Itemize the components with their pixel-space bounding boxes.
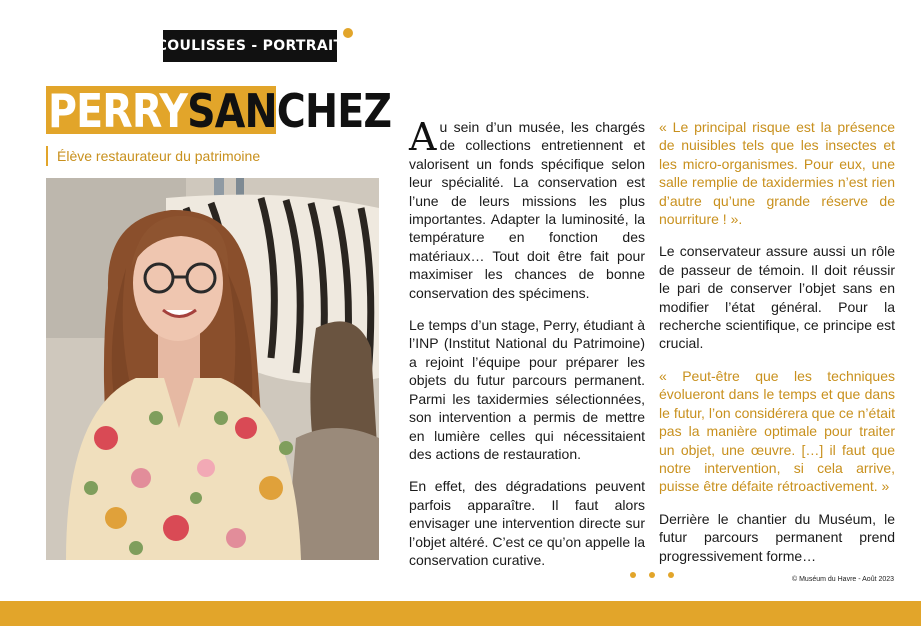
title-last-name: SANCHEZ bbox=[187, 84, 392, 138]
subtitle: Élève restaurateur du patrimoine bbox=[46, 146, 260, 166]
pull-quote: « Le principal risque est la présence de nuisibles tels que les insectes et les micro-organismes. Pour eux, une salle remplie de taxidermies n’est rien d’autre qu’une grande réserve de nourriture ! ». bbox=[659, 119, 895, 228]
article-paragraph: Derrière le chantier du Muséum, le futur parcours permanent prend progressivement forme… bbox=[659, 510, 895, 564]
article-paragraph: Le conservateur assure aussi un rôle de passeur de témoin. Il doit réussir le pari de conserver l’objet sans en modifier l’état général. Pour la recherche scientifique, ce principe est crucial. bbox=[659, 243, 895, 352]
accent-dot bbox=[343, 28, 353, 38]
page-title bbox=[48, 84, 391, 138]
title-first-name: PERRY bbox=[48, 84, 188, 138]
copyright-credit: © Muséum du Havre - Août 2023 bbox=[792, 576, 895, 583]
pull-quote: « Peut-être que les techniques évolueront dans le temps et que dans le futur, l’on considérera que ce n’était pas la manière optimale pour traiter un objet, une œuvre. […] il faut que notre intervention, si cela arrive, puisse être défaite rétroactivement. » bbox=[659, 367, 895, 495]
article-paragraph: En effet, des dégradations peuvent parfois apparaître. Il faut alors envisager une intervention directe sur l’objet altéré. C’est ce qu’on appelle la conservation curative. bbox=[409, 478, 645, 568]
footer-bar bbox=[0, 601, 921, 626]
portrait-photo bbox=[46, 178, 379, 560]
article-column-2 bbox=[659, 118, 895, 579]
section-tag-label: [ COULISSES - PORTRAIT ] bbox=[144, 38, 356, 54]
dot bbox=[649, 572, 655, 578]
dot bbox=[630, 572, 636, 578]
drop-cap: A bbox=[409, 115, 437, 159]
article-paragraph: Le temps d’un stage, Perry, étudiant à l’INP (Institut National du Patrimoine) a rejoint l’équipe pour préparer les objets du futur parcours permanent. Parmi les taxidermies sélectionnées, son intervention a permis de mettre en lumière celles qui nécessitaient des actions de restauration. bbox=[409, 317, 645, 462]
continuation-dots bbox=[630, 572, 674, 580]
section-tag bbox=[144, 30, 356, 62]
article-column-1 bbox=[409, 115, 645, 583]
paragraph-text: u sein d’un musée, les chargés de collections entretiennent et valorisent un fonds spécifique selon leur spécialité. La conservation est l’une de leurs missions les plus importantes. Adapter la luminosité, la température en fonction des matériaux… Tout doit être fait pour maximiser les chances de bonne conservation des spécimens. bbox=[409, 119, 645, 301]
article-paragraph bbox=[409, 115, 645, 302]
dot bbox=[668, 572, 674, 578]
